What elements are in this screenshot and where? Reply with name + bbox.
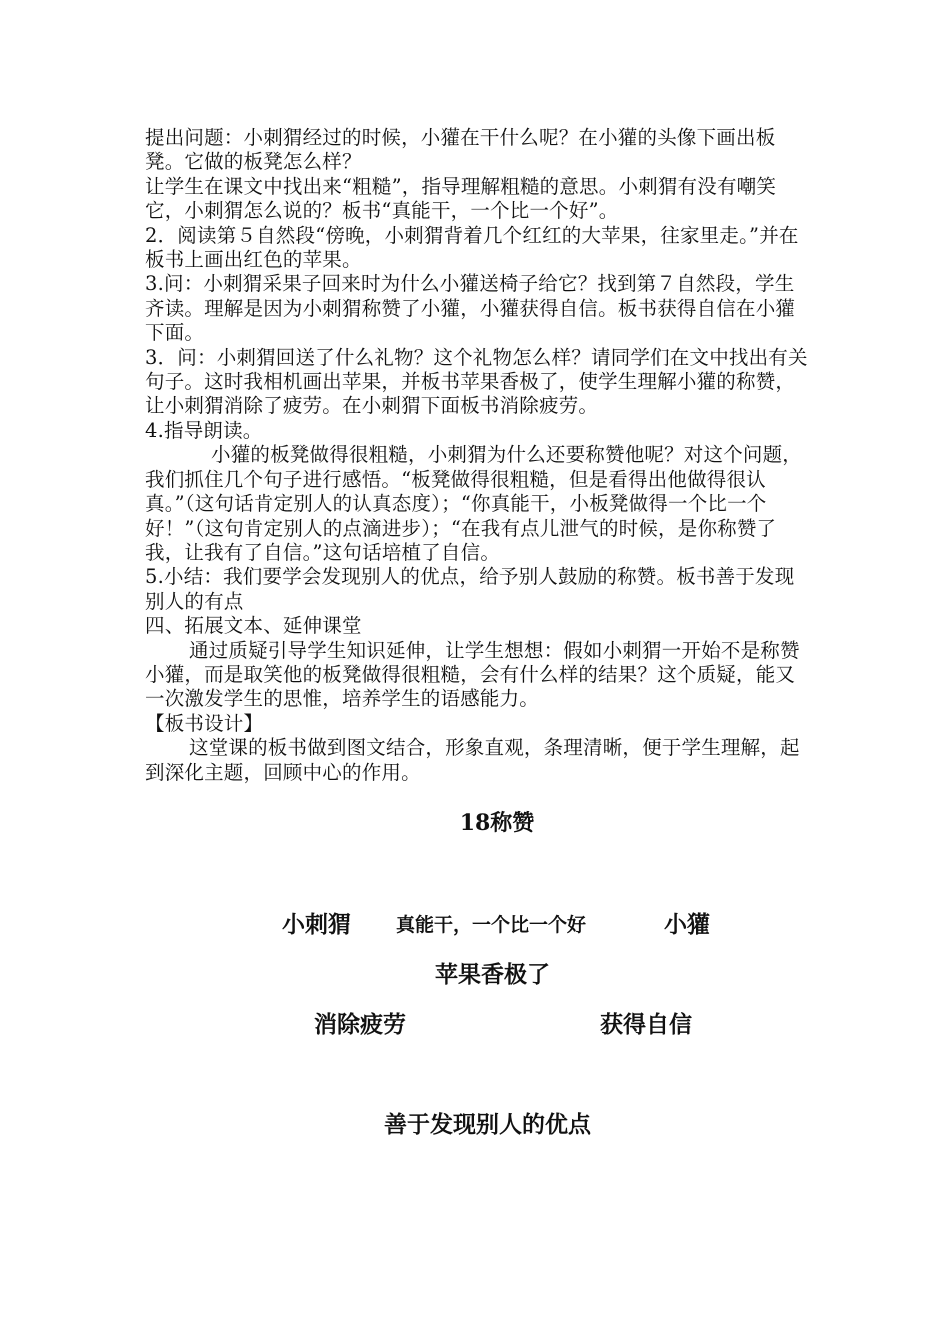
board-hedgehog: 小刺猬 xyxy=(282,912,351,938)
board-strength: 善于发现别人的优点 xyxy=(384,1112,591,1138)
paragraph-step-3b: 3．问：小刺猬回送了什么礼物？这个礼物怎么样？请同学们在文中找出有关句子。这时我相机画出苹果，并板书苹果香极了，使学生理解小獾的称赞，让小刺猬消除了疲劳。在小刺猬下面板书消除疲劳。 xyxy=(145,345,808,418)
paragraph-step-4: 4.指导朗读。 xyxy=(145,418,263,442)
lesson-body-text xyxy=(145,126,813,785)
paragraph-reading-analysis: 小獾的板凳做得很粗糙，小刺猬为什么还要称赞他呢？对这个问题，我们抓住几个句子进行感悟。“板凳做得很粗糙，但是看得出他做得很认真。”（这句话肯定别人的认真态度）；“你真能干，小板凳做得一个比一个好！”（这句肯定别人的点滴进步）；“在我有点儿泄气的时候，是你称赞了我，让我有了自信。”这句话培植了自信。 xyxy=(145,443,803,564)
paragraph-step-3a: 3.问：小刺猬采果子回来时为什么小獾送椅子给它？找到第７自然段，学生齐读。理解是因为小刺猬称赞了小獾，小獾获得自信。板书获得自信在小獾下面。 xyxy=(145,272,796,345)
board-title: 18称赞 xyxy=(459,810,535,836)
board-confidence: 获得自信 xyxy=(600,1012,692,1038)
section-heading-4: 四、拓展文本、延伸课堂 xyxy=(145,614,362,638)
board-apple: 苹果香极了 xyxy=(435,962,550,988)
board-badger: 小獾 xyxy=(664,912,710,938)
board-praise: 真能干，一个比一个好 xyxy=(396,914,587,936)
paragraph-board-design: 这堂课的板书做到图文结合，形象直观，条理清晰，便于学生理解，起到深化主题，回顾中心的作用。 xyxy=(145,736,800,784)
paragraph-step-2: 2．阅读第５自然段“傍晚，小刺猬背着几个红红的大苹果，往家里走。”并在板书上画出红色的苹果。 xyxy=(145,223,799,272)
board-fatigue: 消除疲劳 xyxy=(314,1012,406,1038)
paragraph-extension: 通过质疑引导学生知识延伸，让学生想想：假如小刺猬一开始不是称赞小獾，而是取笑他的板凳做得很粗糙，会有什么样的结果？这个质疑，能又一次激发学生的思惟，培养学生的语感能力。 xyxy=(145,638,800,711)
section-heading-board-design: 【板书设计】 xyxy=(145,711,264,735)
paragraph-question: 提出问题：小刺猬经过的时候，小獾在干什么呢？在小獾的头像下画出板凳。它做的板凳怎么样？ xyxy=(145,126,776,174)
paragraph-step-5: 5.小结：我们要学会发现别人的优点，给予别人鼓励的称赞。板书善于发现别人的有点 xyxy=(145,565,795,613)
paragraph-rough: 让学生在课文中找出来“粗糙”，指导理解粗糙的意思。小刺猬有没有嘲笑它，小刺猬怎么说的？板书“真能干，一个比一个好”。 xyxy=(145,174,777,223)
